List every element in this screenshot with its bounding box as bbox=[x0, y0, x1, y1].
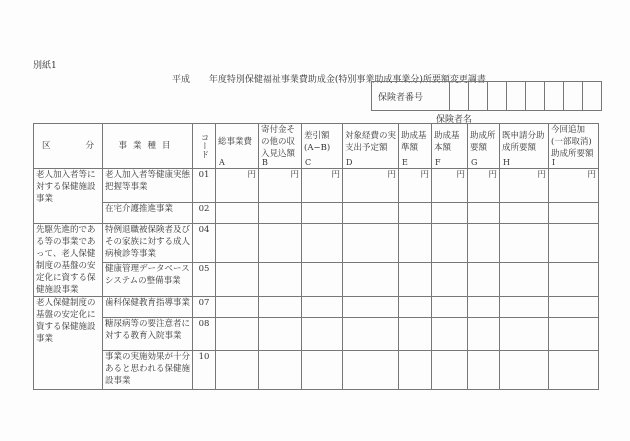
amount-cell-d[interactable] bbox=[343, 297, 399, 318]
amount-cell-b[interactable] bbox=[259, 351, 302, 390]
amount-cell-b[interactable] bbox=[259, 224, 302, 263]
category-cell: 先駆先進的である等の事業であって、老人保健制度の基盤の安定化に資する保健施設事業 bbox=[34, 224, 103, 297]
amount-cell-f[interactable] bbox=[432, 203, 468, 224]
amount-cell-a[interactable] bbox=[216, 203, 259, 224]
amount-cell-b[interactable] bbox=[259, 318, 302, 351]
insurer-number-digit[interactable] bbox=[507, 82, 526, 110]
code-cell: 05 bbox=[193, 262, 216, 296]
table-row bbox=[34, 318, 599, 351]
header-kubun-1: 区 bbox=[42, 141, 51, 151]
insurer-number-digit[interactable] bbox=[488, 82, 507, 110]
title-text: 年度特別保健福祉事業費助成金(特別事業助成事業分)所要額変更調書 bbox=[208, 75, 486, 85]
code-cell: 07 bbox=[193, 297, 216, 318]
amount-cell-i[interactable] bbox=[549, 262, 599, 296]
insurer-number-digit[interactable] bbox=[526, 82, 545, 110]
header-col-e: 助成基準額 E bbox=[399, 124, 432, 169]
insurer-number-digit[interactable] bbox=[583, 82, 601, 110]
amount-cell-c[interactable] bbox=[302, 203, 343, 224]
amount-cell-c[interactable] bbox=[302, 318, 343, 351]
insurer-number-label: 保険者番号 bbox=[372, 82, 450, 110]
insurer-number-digit[interactable] bbox=[469, 82, 488, 110]
amount-cell-a[interactable] bbox=[216, 262, 259, 296]
item-cell: 特例退職被保険者及びその家族に対する成人病検診等事業 bbox=[103, 224, 193, 263]
amount-cell-b[interactable] bbox=[259, 262, 302, 296]
amount-cell-g[interactable] bbox=[468, 262, 500, 296]
amount-cell-a[interactable] bbox=[216, 224, 259, 263]
header-row bbox=[34, 124, 599, 169]
amount-cell-g[interactable] bbox=[468, 297, 500, 318]
amount-cell-e[interactable] bbox=[399, 351, 432, 390]
code-cell: 04 bbox=[193, 224, 216, 263]
header-col-d: 対象経費の実支出予定額 D bbox=[343, 124, 399, 169]
header-col-g: 助成所要額 G bbox=[468, 124, 500, 169]
attachment-label: 別紙1 bbox=[33, 61, 57, 71]
category-cell: 老人保健制度の基盤の安定化に資する保健施設事業 bbox=[34, 297, 103, 390]
insurer-number-digit[interactable] bbox=[545, 82, 564, 110]
table-row bbox=[34, 203, 599, 224]
amount-cell-g[interactable]: 円 bbox=[468, 169, 500, 203]
item-cell: 糖尿病等の要注意者に対する教育入院事業 bbox=[103, 318, 193, 351]
table-row bbox=[34, 262, 599, 296]
amount-cell-g[interactable] bbox=[468, 351, 500, 390]
header-col-f: 助成基本額 F bbox=[432, 124, 468, 169]
amount-cell-e[interactable] bbox=[399, 262, 432, 296]
amount-cell-g[interactable] bbox=[468, 203, 500, 224]
amount-cell-f[interactable] bbox=[432, 318, 468, 351]
amount-cell-g[interactable] bbox=[468, 318, 500, 351]
amount-cell-c[interactable] bbox=[302, 262, 343, 296]
amount-cell-e[interactable]: 円 bbox=[399, 169, 432, 203]
amount-cell-d[interactable]: 円 bbox=[343, 169, 399, 203]
header-col-h: 既申請分助成所要額 H bbox=[500, 124, 549, 169]
header-col-c: 差引額(A−B) C bbox=[302, 124, 343, 169]
amount-cell-h[interactable] bbox=[500, 318, 549, 351]
code-cell: 08 bbox=[193, 318, 216, 351]
category-cell: 老人加入者等に対する保健施設事業 bbox=[34, 169, 103, 224]
amount-cell-d[interactable] bbox=[343, 203, 399, 224]
amount-cell-c[interactable] bbox=[302, 297, 343, 318]
amount-cell-b[interactable] bbox=[259, 297, 302, 318]
title-era: 平成 bbox=[172, 75, 191, 85]
table-row bbox=[34, 297, 599, 318]
item-cell: 事業の実施効果が十分あると思われる保健施設事業 bbox=[103, 351, 193, 390]
amount-cell-c[interactable] bbox=[302, 224, 343, 263]
amount-cell-i[interactable] bbox=[549, 203, 599, 224]
funding-table bbox=[33, 123, 599, 390]
code-cell: 01 bbox=[193, 169, 216, 203]
amount-cell-h[interactable] bbox=[500, 297, 549, 318]
amount-cell-g[interactable] bbox=[468, 224, 500, 263]
amount-cell-h[interactable]: 円 bbox=[500, 169, 549, 203]
item-cell: 歯科保健教育指導事業 bbox=[103, 297, 193, 318]
amount-cell-i[interactable] bbox=[549, 318, 599, 351]
amount-cell-i[interactable] bbox=[549, 224, 599, 263]
amount-cell-a[interactable]: 円 bbox=[216, 169, 259, 203]
amount-cell-a[interactable] bbox=[216, 318, 259, 351]
amount-cell-b[interactable] bbox=[259, 203, 302, 224]
amount-cell-f[interactable]: 円 bbox=[432, 169, 468, 203]
amount-cell-c[interactable] bbox=[302, 351, 343, 390]
insurer-number-box bbox=[371, 81, 602, 111]
header-code: コード bbox=[193, 124, 216, 169]
amount-cell-c[interactable]: 円 bbox=[302, 169, 343, 203]
amount-cell-a[interactable] bbox=[216, 351, 259, 390]
amount-cell-e[interactable] bbox=[399, 203, 432, 224]
amount-cell-d[interactable] bbox=[343, 318, 399, 351]
code-cell: 02 bbox=[193, 203, 216, 224]
header-kubun-2: 分 bbox=[85, 141, 94, 151]
amount-cell-e[interactable] bbox=[399, 297, 432, 318]
amount-cell-d[interactable] bbox=[343, 262, 399, 296]
amount-cell-h[interactable] bbox=[500, 262, 549, 296]
item-cell: 健康管理データベースシステムの整備事業 bbox=[103, 262, 193, 296]
amount-cell-f[interactable] bbox=[432, 351, 468, 390]
table-row bbox=[34, 169, 599, 203]
amount-cell-h[interactable] bbox=[500, 224, 549, 263]
header-kubun bbox=[34, 124, 103, 169]
header-jigyo: 事業種目 bbox=[103, 124, 193, 169]
insurer-number-digit[interactable] bbox=[564, 82, 583, 110]
item-cell: 老人加入者等健康実態把握等事業 bbox=[103, 169, 193, 203]
amount-cell-f[interactable] bbox=[432, 297, 468, 318]
header-col-b: 寄付金その他の収入見込額 B bbox=[259, 124, 302, 169]
header-col-a: 総事業費 A bbox=[216, 124, 259, 169]
amount-cell-a[interactable] bbox=[216, 297, 259, 318]
insurer-number-digit[interactable] bbox=[450, 82, 469, 110]
amount-cell-d[interactable] bbox=[343, 351, 399, 390]
amount-cell-h[interactable] bbox=[500, 203, 549, 224]
header-col-i: 今回追加(一部取消)助成所要額 I bbox=[549, 124, 599, 169]
table-row bbox=[34, 351, 599, 390]
amount-cell-i[interactable] bbox=[549, 297, 599, 318]
amount-cell-e[interactable] bbox=[399, 224, 432, 263]
amount-cell-d[interactable] bbox=[343, 224, 399, 263]
amount-cell-b[interactable]: 円 bbox=[259, 169, 302, 203]
amount-cell-h[interactable] bbox=[500, 351, 549, 390]
amount-cell-e[interactable] bbox=[399, 318, 432, 351]
item-cell: 在宅介護推進事業 bbox=[103, 203, 193, 224]
amount-cell-f[interactable] bbox=[432, 262, 468, 296]
amount-cell-i[interactable]: 円 bbox=[549, 169, 599, 203]
code-cell: 10 bbox=[193, 351, 216, 390]
amount-cell-f[interactable] bbox=[432, 224, 468, 263]
amount-cell-i[interactable] bbox=[549, 351, 599, 390]
insurer-name-label: 保険者名 bbox=[436, 115, 473, 125]
table-row bbox=[34, 224, 599, 263]
